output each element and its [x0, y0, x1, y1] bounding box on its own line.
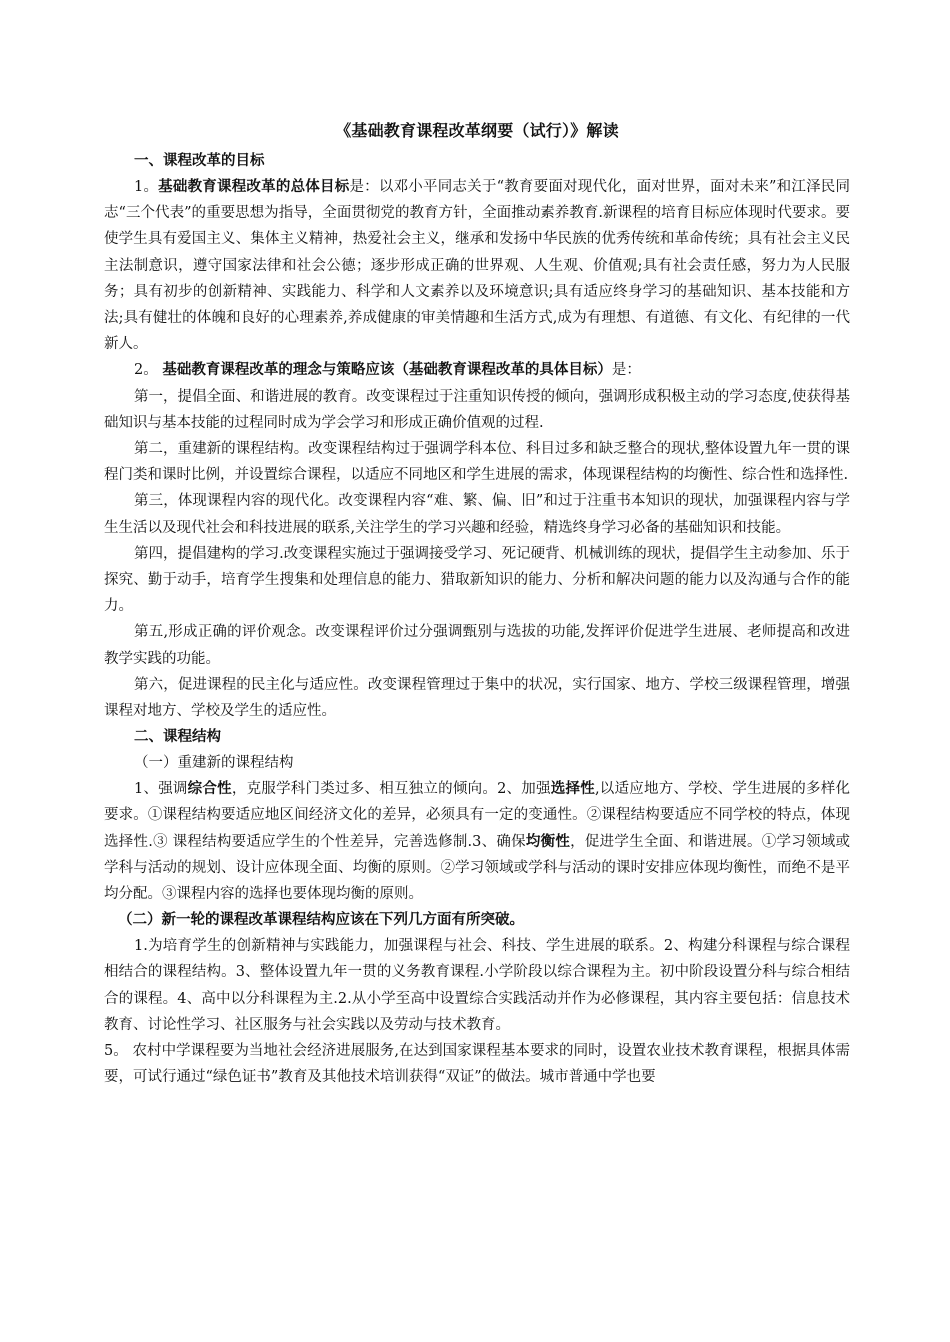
- bold-term: 基础教育课程改革的理念与策略应该（基础教育课程改革的具体目标）: [162, 361, 612, 379]
- paragraph-rural-schools: 5。 农村中学课程要为当地社会经济进展服务,在达到国家课程基本要求的同时，设置农业技术教育课程，根据具体需要，可试行通过“绿色证书”教育及其他技术培训获得“双证”的做法。城市普通中学也要: [104, 1043, 850, 1086]
- list-item: 第二，重建新的课程结构。改变课程结构过于强调学科本位、科目过多和缺乏整合的现状,整体设置九年一贯的课程门类和课时比例，并设置综合课程，以适应不同地区和学生进展的需求，体现课程结构的均衡性、综合性和选择性.: [104, 441, 850, 484]
- section-heading-structure: 二、课程结构: [134, 728, 221, 746]
- paragraph-overall-goal: [104, 174, 850, 357]
- paragraph-concept-strategy: [104, 357, 850, 383]
- paragraph-text: ，克服学科门类过多、相互独立的倾向。2、加强: [231, 781, 551, 798]
- paragraph-structure-principles: [104, 776, 850, 907]
- paragraph-text: 是：以邓小平同志关于“教育要面对现代化，面对世界，面对未来”和江泽民同志“三个代表”的重要思想为指导，全面贯彻党的教育方针，全面推动素养教育.新课程的培育目标应体现时代要求。要使学生具有爱国主义、集体主义精神，热爱社会主义，继承和发扬中华民族的优秀传统和革命传统；具有社会主义民主法制意识，遵守国家法律和社会公德；逐步形成正确的世界观、人生观、价值观;具有社会责任感，努力为人民服务；具有初步的创新精神、实践能力、科学和人文素养以及环境意识;具有适应终身学习的基础知识、基本技能和方法;具有健壮的体魄和良好的心理素养,养成健康的审美情趣和生活方式,成为有理想、有道德、有文化、有纪律的一代新人。: [104, 179, 851, 353]
- subsection-heading-breakthrough: （二）新一轮的课程改革课程结构应该在下列几方面有所突破。: [118, 911, 524, 929]
- paragraph-text: 1、强调: [134, 781, 188, 798]
- paragraph-text: ，促进学生全面、和谐进展。①学习领域或学科与活动的规划、设计应体现全面、均衡的原则。②学习领域或学科与活动的课时安排应体现均衡性，而绝不是平均分配。③课程内容的选择也要体现均衡的原则。: [104, 833, 850, 903]
- document-title: 《基础教育课程改革纲要（试行）》解读: [335, 121, 619, 140]
- paragraph-breakthrough: 1.为培育学生的创新精神与实践能力，加强课程与社会、科技、学生进展的联系。2、构建分科课程与综合课程相结合的课程结构。3、整体设置九年一贯的义务教育课程.小学阶段以综合课程为主。初中阶段设置分科与综合相结合的课程。4、高中以分科课程为主.2.从小学至高中设置综合实践活动并作为必修课程，其内容主要包括：信息技术教育、讨论性学习、社区服务与社会实践以及劳动与技术教育。: [104, 938, 850, 1033]
- paragraph-text: ,以适应地方、学校、学生进展的多样化要求。①课程结构要适应地区间经济文化的差异，必须具有一定的变通性。②课程结构要适应不同学校的特点，体现选择性.③ 课程结构要适应学生的个性差异，完善选修制.3、确保: [104, 781, 851, 850]
- paragraph-text: 是：: [611, 362, 641, 379]
- bold-term: 综合性: [187, 780, 232, 798]
- list-item: 第一，提倡全面、和谐进展的教育。改变课程过于注重知识传授的倾向，强调形成积极主动的学习态度,使获得基础知识与基本技能的过程同时成为学会学习和形成正确价值观的过程.: [104, 388, 850, 431]
- bold-term: 基础教育课程改革的总体目标: [158, 178, 350, 195]
- list-item: 第六，促进课程的民主化与适应性。改变课程管理过于集中的状况，实行国家、地方、学校三级课程管理，增强课程对地方、学校及学生的适应性。: [104, 676, 850, 720]
- bold-term: 均衡性: [525, 832, 571, 850]
- list-item: 第四，提倡建构的学习.改变课程实施过于强调接受学习、死记硬背、机械训练的现状，提倡学生主动参加、乐于探究、勤于动手，培育学生搜集和处理信息的能力、猎取新知识的能力、分析和解决问题的能力以及沟通与合作的能力。: [104, 545, 850, 615]
- list-item: 第三，体现课程内容的现代化。改变课程内容“难、繁、偏、旧”和过于注重书本知识的现状，加强课程内容与学生生活以及现代社会和科技进展的联系,关注学生的学习兴趣和经验，精选终身学习必备的基础知识和技能。: [104, 493, 850, 536]
- section-heading-goals: 一、课程改革的目标: [134, 152, 265, 169]
- list-item: 第五,形成正确的评价观念。改变课程评价过分强调甄别与选拔的功能,发挥评价促进学生进展、老师提高和改进教学实践的功能。: [104, 624, 850, 667]
- paragraph-number: 2。: [134, 362, 163, 379]
- paragraph-number: 1。: [134, 179, 159, 195]
- bold-term: 选择性: [550, 780, 595, 798]
- subsection-heading-rebuild: （一）重建新的课程结构: [134, 755, 294, 772]
- document-page: [104, 120, 850, 1091]
